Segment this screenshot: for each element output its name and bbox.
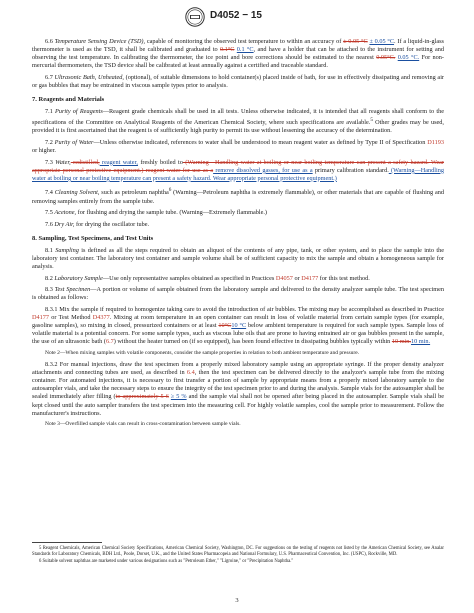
- term: Ultrasonic Bath, Unheated,: [54, 73, 124, 81]
- text: (optional), of suitable dimensions to hold container(s) placed inside of bath, for use in effectively dissipating and removing air or gas bubbles that may be entrained in viscous sample types prior to analysis.: [32, 73, 445, 89]
- footnote-marker: 5: [370, 117, 373, 124]
- page-number: 3: [235, 597, 239, 604]
- term: Purity of Reagents: [55, 108, 103, 116]
- paragraph-8-1: [32, 247, 444, 271]
- inserted-text: ± 0.05 °C: [369, 38, 395, 45]
- deleted-text: to approximately 5-6: [115, 393, 169, 401]
- note-2: Note 2—When mixing samples with volatile components, consider the sample properties in relation to both ambient temperature and pressure.: [45, 349, 360, 356]
- term: Sampling: [55, 246, 79, 254]
- inserted-text: remove dissolved gasses, for use as a: [213, 166, 313, 174]
- text: or: [292, 274, 302, 282]
- deleted-text: 10 min.: [391, 338, 411, 346]
- paragraph-8-3-1: [32, 306, 444, 346]
- footnote-6: 6 Suitable solvent naphthas are marketed under various designations such as "Petroleum Ether," "Ligroine," or "Precipitation Naphtha.": [39, 559, 294, 564]
- paragraph-6-7: [32, 74, 444, 90]
- text: (Warning—Petroleum naphtha is extremely flammable), or other materials that are capable of flushing and removing samples entirely from the sample tube.: [32, 189, 444, 205]
- text: —A portion or volume of sample obtained from the laboratory sample and delivered to the density analyzer sample tube. The test specimen is obtained as follows:: [32, 286, 445, 302]
- paragraph-8-3-2: [32, 361, 444, 418]
- footnote-5: 5 Reagent Chemicals, American Chemical Society Specifications, American Chemical Society, Washington, DC. For suggestions on the testing of reagents not listed by the American Chemical Society, see Analar Standards for Laboratory Chemicals, BDH Ltd., Poole, Dorset, U.K., and the United States Pharmacopeia and National Formulary, U.S. Pharmaceutical Convention, Inc. (USPC), Rockville, MD.: [32, 546, 444, 557]
- reference-link[interactable]: D4177: [301, 274, 319, 282]
- term: Test Specimen: [54, 286, 91, 294]
- astm-logo-icon: [185, 7, 205, 27]
- text: primary calibration standard.: [312, 166, 389, 174]
- section-number: 6.7: [45, 73, 55, 81]
- term: Dry Air,: [54, 220, 75, 228]
- paragraph-8-3: [32, 286, 444, 302]
- section-7-heading: 7. Reagents and Materials: [32, 96, 105, 104]
- text: for this test method.: [318, 274, 370, 282]
- text: such as petroleum naphtha: [99, 189, 169, 197]
- paragraph-7-3: [32, 159, 444, 183]
- paragraph-7-1: [32, 108, 444, 135]
- reference-link[interactable]: 6.7: [105, 338, 114, 346]
- paragraph-7-6: [32, 221, 444, 229]
- section-number: 8.1: [45, 246, 56, 254]
- inserted-text: (Warning—Handling water at boiling or near boiling temperature can present a safety hazard. Wear appropriate personal protective equipment.): [32, 166, 445, 182]
- text: freshly boiled to: [137, 158, 183, 166]
- deleted-text: redistilled,: [70, 158, 100, 166]
- note-3: Note 3—Overfilled sample vials can result in cross-contamination between sample vials.: [45, 421, 241, 428]
- text: for drying the oscillator tube.: [74, 220, 150, 228]
- term: Purity of Water: [54, 138, 94, 146]
- deleted-text: (Warning—Handling water at boiling or near boiling temperature can present a safety hazard. Wear appropriate personal protective equipment.) reagent water for use as a: [32, 158, 444, 174]
- text: or Test Method: [49, 314, 93, 321]
- text: below ambient temperature is required for such sample types. Sample loss of volatile material is a potential concern. For some sample types, such as viscous lube oils that are prone to having entrained air or gas bubbles present in the sample, the use of an ultrasonic bath (: [32, 322, 444, 346]
- text: ) without the heater turned on (if so equipped), has been found effective in dissipating bubbles typically within: [113, 338, 392, 346]
- reference-link[interactable]: D4057: [275, 274, 293, 282]
- text: , then the test specimen can be delivered directly to the analyzer's sample tube from the mixing container. For automated injections, it is necessary to first transfer a portion of sample by appropriate means from a properly mixed laboratory sample to the autosampler vials, and take the necessary steps to ensure the integrity of the test specimen prior to and during the analysis. Sample vials for the autosampler shall be sealed immediately after filling (: [32, 369, 444, 401]
- paragraph-6-6: [32, 38, 444, 70]
- text: and the sample vial shall not be opened after being placed in the autosampler. Sample vials shall be kept closed until the auto sampler transfers the test specimen into the measuring cell. For highly volatile samples, cool the sample prior to measurement. Follow the manufacturer's instructions.: [32, 393, 444, 417]
- paragraph-7-5: [32, 209, 444, 217]
- term: Cleaning Solvent,: [54, 189, 100, 197]
- section-number: 7.2: [45, 138, 55, 146]
- document-designation: D4052 − 15: [210, 10, 262, 21]
- section-number: 6.6: [45, 38, 55, 45]
- section-number: 8.2: [45, 274, 55, 282]
- reference-link[interactable]: D4177: [32, 314, 50, 321]
- reference-link[interactable]: D4377: [92, 314, 110, 321]
- section-8-heading: 8. Sampling, Test Specimens, and Test Units: [32, 234, 154, 242]
- deleted-text: 0.1°C: [220, 46, 235, 54]
- term: Temperature Sensing Device (TSD),: [54, 38, 146, 45]
- paragraph-7-2: [32, 139, 444, 155]
- footnote-marker: 6: [168, 187, 172, 194]
- reference-link[interactable]: 6.4: [186, 369, 195, 377]
- footnotes: [32, 542, 444, 566]
- inserted-text: 10 min.: [410, 338, 431, 346]
- text: for flushing and drying the sample tube. (Warning—Extremely flammable.): [76, 209, 268, 217]
- paragraph-7-4: [32, 186, 444, 205]
- text: , and have a holder that can be attached to the instrument for setting and observing the test temperature. In calibrating the thermometer, the ice point and bore corrections should be estimated to the nearest: [32, 46, 444, 62]
- text: —Reagent grade chemicals shall be used in all tests. Unless otherwise indicated, it is intended that all reagents shall conform to the specifications of the Committee on Analytical Reagents of the American Chemical Society, where such specifications are available.: [32, 108, 444, 127]
- term: Water,: [55, 158, 71, 166]
- term: Acetone,: [54, 209, 77, 217]
- inserted-text: 0.1 °C: [236, 46, 254, 54]
- section-number: 7.4: [45, 189, 55, 197]
- text: 8.3.2 For manual injections, draw the test specimen from a properly mixed laboratory sample using an appropriate syringe. If the proper density analyzer attachments and connecting tubes are used, as described in: [32, 361, 444, 377]
- text: is defined as all the steps required to obtain an aliquot of the contents of any pipe, tank, or other system, and to place the sample into the laboratory test container. The laboratory test container and sample volume shall be of sufficient capacity to mix the sample and obtain a homogeneous sample for analysis.: [32, 246, 444, 271]
- text: 8.3.1 Mix the sample if required to homogenize taking care to avoid the introduction of air bubbles. The mixing may be accomplished as described in Practice: [45, 305, 444, 313]
- inserted-text: reagent water,: [99, 158, 138, 166]
- text: For non-mercurial thermometers, the TSD device shall be calibrated at least annually against a certified and traceable standard.: [32, 54, 445, 70]
- text: —Unless otherwise indicated, references to water shall be understood to mean reagent water as defined by Type II of Specification: [93, 138, 428, 146]
- paragraph-8-2: [32, 275, 444, 283]
- text: . Mixing at room temperature in an open container can result in loss of volatile material from certain sample types (for example, gasoline samples), so mixing in closed, pressurized containers or at least: [32, 314, 444, 330]
- inserted-text: ≥ 5 %: [170, 393, 187, 401]
- inserted-text: 0.05 °C.: [397, 54, 420, 62]
- text: —Use only representative samples obtained as specified in Practices: [102, 274, 276, 282]
- text: . If a liquid-in-glass thermometer is used as the TSD, it shall be calibrated and graduated to: [32, 38, 444, 54]
- section-number: 7.1: [45, 108, 55, 116]
- inserted-text: 10 °C: [231, 322, 247, 330]
- term: Laboratory Sample: [54, 274, 103, 282]
- text: capable of monitoring the observed test temperature to within an accuracy of: [145, 38, 344, 45]
- deleted-text: ± 0.05 °C: [343, 38, 368, 45]
- page-header: [0, 7, 474, 27]
- section-number: 7.5: [45, 209, 55, 217]
- section-number: 8.3: [45, 286, 55, 294]
- section-number: 7.3: [45, 158, 56, 166]
- document-body: [32, 38, 444, 432]
- footnote-divider: [32, 542, 102, 543]
- text: Other grades may be used, provided it is first ascertained that the reagent is of sufficiently high purity to permit its use without lessening the accuracy of the determination.: [32, 119, 444, 135]
- text: or higher.: [32, 147, 56, 155]
- section-number: 7.6: [45, 220, 55, 228]
- deleted-text: 10°C: [218, 322, 232, 330]
- reference-link[interactable]: D1193: [427, 138, 445, 146]
- deleted-text: 0.05°C.: [376, 54, 396, 62]
